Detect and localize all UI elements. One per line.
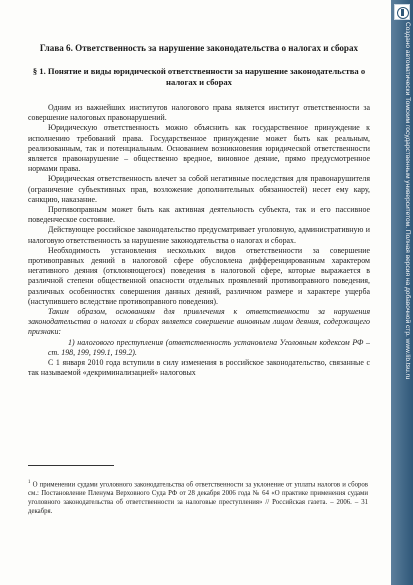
library-sidebar [391,0,413,585]
footnote-marker: 1 [28,480,31,485]
paragraph-8: С 1 января 2010 года вступили в силу изменения в российское законодательство, связанные с так называемой «декриминализацией» налоговых [28,358,370,378]
paragraph-2: Юридическую ответственность можно объяснить как государственное принуждение к исполнению требований права. Государственное принуждение может быть как реальным, реализованным, так и потенциальным. Основанием возникновения юридической ответственности является правонарушение – общественно вредное, виновное деяние, прямо предусмотренное нормами права. [28,123,370,174]
paragraph-1: Одним из важнейших институтов налогового права является институт ответственности за совершение налоговых правонарушений. [28,103,370,123]
list-item-1: 1) налогового преступления (ответственность установлена Уголовным кодексом РФ – ст. 198, 199, 199.1, 199.2). [48,337,370,357]
library-logo-icon [394,4,410,20]
footnote [28,478,368,516]
paragraph-4: Противоправным может быть как активная деятельность субъекта, так и его пассивное поведенческое состояние. [28,205,370,225]
paragraph-5: Действующее российское законодательство предусматривает уголовную, административную и налоговую ответственность за нарушение законодательства о налогах и сборах. [28,225,370,245]
footnote-text: О применении судами уголовного законодательства об ответственности за уклонение от уплаты налогов и сборов см.: Постановление Пленума Верховного Суда РФ от 28 декабря 2006 года № 64 «О практике применения судами уголовного законодательства об ответственности за налоговые преступления» // Российская газета. – 2006. – 31 декабря. [28,481,368,516]
paragraph-7: Таким образом, основаниям для привлечения к ответственности за нарушения законодательства о налогах и сборах является совершение виновным лицом деяния, содержащего признаки: [28,307,370,337]
paragraph-3: Юридическая ответственность влечет за собой негативные последствия для правонарушителя (ограничение субъективных прав, возложение дополнительных обязанностей) несет ему кару, санкцию, наказание. [28,174,370,204]
sidebar-text: Создано автоматически Томским государственным университетом. Полная версия на добавочной стр. www.lib.tsu.ru [404,22,411,380]
body-text [28,103,370,378]
paragraph-6: Необходимость установления нескольких видов ответственности за совершение противоправных деяний в налоговой сфере обусловлена дифференцированным характером негативного деяния (отклоняющегося) поведения в налоговой сфере, которые выражается в различной степени общественной опасности отдельных проявлений противоправного поведения, различных особенностях совершения данных деяний, различном размере и характере ущерба (наступившего вследствие противоправного поведения). [28,245,370,306]
section-title: § 1. Понятие и виды юридической ответственности за нарушение законодательства о налогах и сборах [32,66,366,87]
footnote-divider [28,465,114,466]
chapter-title: Глава 6. Ответственность за нарушение законодательства о налогах и сборах [39,43,359,53]
main-content [28,42,370,378]
